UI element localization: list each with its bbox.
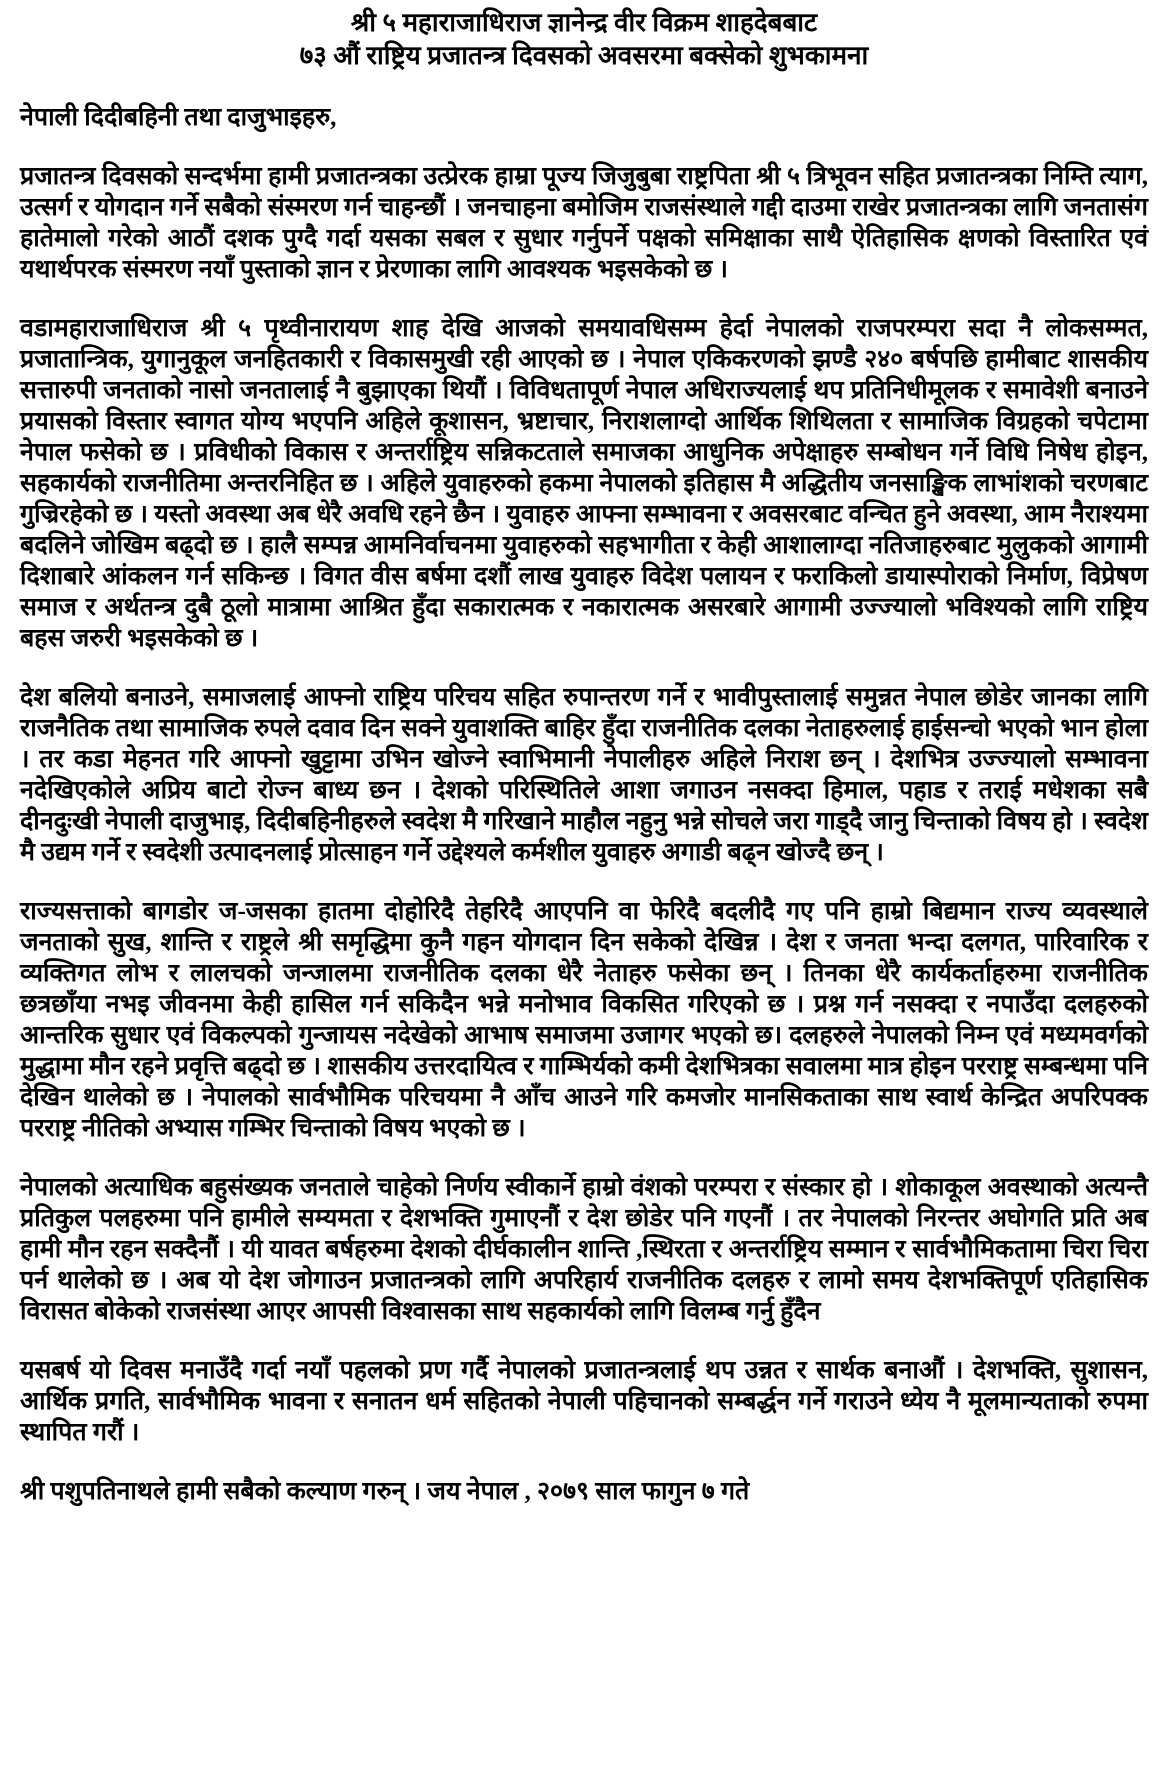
closing-line: श्री पशुपतिनाथले हामी सबैको कल्याण गरुन् । जय नेपाल , २०७९ साल फागुन ७ गते — [20, 1478, 750, 1505]
paragraph-1: प्रजातन्त्र दिवसको सन्दर्भमा हामी प्रजातन्त्रका उत्प्रेरक हाम्रा पूज्य जिजुबुबा राष्ट्रपिता श्री ५ त्रिभूवन सहित प्रजातन्त्रका निम्ति त्याग, उत्सर्ग र योगदान गर्ने सबैको संस्मरण गर्न चाहन्छौं । जनचाहना बमोजिम राजसंस्थाले गद्दी दाउमा राखेर प्रजातन्त्रका लागि जनतासंग हातेमालो गरेको आठौं दशक पुग्दै गर्दा यसका सबल र सुधार गर्नुपर्ने पक्षको समिक्षाका साथै ऐतिहासिक क्षणको विस्तारित एवं यथार्थपरक संस्मरण नयाँ पुस्ताको ज्ञान र प्रेरणाका लागि आवश्यक भइसकेको छ । — [20, 163, 1148, 283]
paragraph-3: देश बलियो बनाउने, समाजलाई आफ्नो राष्ट्रिय परिचय सहित रुपान्तरण गर्ने र भावीपुस्तालाई समुन्नत नेपाल छोडेर जानका लागि राजनैतिक तथा सामाजिक रुपले दवाव दिन सक्ने युवाशक्ति बाहिर हुँदा राजनीतिक दलका नेताहरुलाई हाईसन्चो भएको भान होला । तर कडा मेहनत गरि आफ्नो खुट्टामा उभिन खोज्ने स्वाभिमानी नेपालीहरु अहिले निराश छन् । देशभित्र उज्ज्यालो सम्भावना नदेखिएकोले अप्रिय बाटो रोज्न बाध्य छन । देशको परिस्थितिले आशा जगाउन नसक्दा हिमाल, पहाड र तराई मधेशका सबै दीनदुःखी नेपाली दाजुभाइ, दिदीबहिनीहरुले स्वदेश मै गरिखाने माहौल नहुनु भन्ने सोचले जरा गाड्दै जानु चिन्ताको विषय हो । स्वदेश मै उद्यम गर्ने र स्वदेशी उत्पादनलाई प्रोत्साहन गर्ने उद्देश्यले कर्मशील युवाहरु अगाडी बढ्न खोज्दै छन् । — [20, 684, 1148, 866]
paragraph-5: नेपालको अत्याधिक बहुसंख्यक जनताले चाहेको निर्णय स्वीकार्ने हाम्रो वंशको परम्परा र संस्कार हो । शोकाकूल अवस्थाको अत्यन्तै प्रतिकुल पलहरुमा पनि हामीले सम्यमता र देशभक्ति गुमाएनौं र देश छोडेर पनि गएनौं । तर नेपालको निरन्तर अघोगति प्रति अब हामी मौन रहन सक्दैनौं । यी यावत बर्षहरुमा देशको दीर्घकालीन शान्ति ,स्थिरता र अन्तर्राष्ट्रिय सम्मान र सार्वभौमिकतामा चिरा चिरा पर्न थालेको छ । अब यो देश जोगाउन प्रजातन्त्रको लागि अपरिहार्य राजनीतिक दलहरु र लामो समय देशभक्तिपूर्ण एतिहासिक विरासत बोकेको राजसंस्था आएर आपसी विश्वासका साथ सहकार्यको लागि विलम्ब गर्नु हुँदैन — [20, 1174, 1148, 1325]
document-title — [20, 6, 1148, 72]
title-line-2: ७३ औं राष्ट्रिय प्रजातन्त्र दिवसको अवसरमा बक्सेको शुभकामना — [299, 41, 869, 70]
paragraph-2: वडामहाराजाधिराज श्री ५ पृथ्वीनारायण शाह देखि आजको समयावधिसम्म हेर्दा नेपालको राजपरम्परा सदा नै लोकसम्मत, प्रजातान्त्रिक, युगानुकूल जनहितकारी र विकासमुखी रही आएको छ । नेपाल एकिकरणको झण्डै २४० बर्षपछि हामीबाट शासकीय सत्तारुपी जनताको नासो जनतालाई नै बुझाएका थियौं । विविधतापूर्ण नेपाल अधिराज्यलाई थप प्रतिनिधीमूलक र समावेशी बनाउने प्रयासको विस्तार स्वागत योग्य भएपनि अहिले कूशासन, भ्रष्टाचार, निराशलाग्दो आर्थिक शिथिलता र सामाजिक विग्रहको चपेटामा नेपाल फसेको छ । प्रविधीको विकास र अन्तर्राष्ट्रिय सन्निकटताले समाजका आधुनिक अपेक्षाहरु सम्बोधन गर्ने विधि निषेध होइन, सहकार्यको राजनीतिमा अन्तरनिहित छ । अहिले युवाहरुको हकमा नेपालको इतिहास मै अद्धितीय जनसाङ्खिक लाभांशको चरणबाट गुज्रिरहेको छ । यस्तो अवस्था अब धेरै अवधि रहने छैन । युवाहरु आफ्ना सम्भावना र अवसरबाट वन्चित हुने अवस्था, आम नैराश्यमा बदलिने जोखिम बढ्दो छ । हालै सम्पन्न आमनिर्वाचनमा युवाहरुको सहभागीता र केही आशालाग्दा नतिजाहरुबाट मुलुकको आगामी दिशाबारे आंकलन गर्न सकिन्छ । विगत वीस बर्षमा दशौं लाख युवाहरु विदेश पलायन र फराकिलो डायास्पोराको निर्माण, विप्रेषण समाज र अर्थतन्त्र दुबै ठूलो मात्रामा आश्रित हुँदा सकारात्मक र नकारात्मक असरबारे आगामी उज्ज्यालो भविश्यको लागि राष्ट्रिय बहस जरुरी भइसकेको छ । — [20, 315, 1148, 652]
title-line-1: श्री ५ महाराजाधिराज ज्ञानेन्द्र वीर विक्रम शाहदेबबाट — [350, 8, 818, 37]
paragraph-6: यसबर्ष यो दिवस मनाउँदै गर्दा नयाँ पहलको प्रण गर्दै नेपालको प्रजातन्त्रलाई थप उन्नत र सार्थक बनाऔं । देशभक्ति, सुशासन, आर्थिक प्रगति, सार्वभौमिक भावना र सनातन धर्म सहितको नेपाली पहिचानको सम्बर्द्धन गर्ने गराउने ध्येय नै मूलमान्यताको रुपमा स्थापित गरौं । — [20, 1357, 1148, 1446]
paragraph-4: राज्यसत्ताको बागडोर ज-जसका हातमा दोहोरिदै तेहरिदै आएपनि वा फेरिदै बदलीदै गए पनि हाम्रो बिद्यमान राज्य व्यवस्थाले जनताको सुख, शान्ति र राष्ट्रले श्री समृद्धिमा कुनै गहन योगदान दिन सकेको देखिन्न । देश र जनता भन्दा दलगत, पारिवारिक र व्यक्तिगत लोभ र लालचको जन्जालमा राजनीतिक दलका धेरै नेताहरु फसेका छन् । तिनका धेरै कार्यकर्ताहरुमा राजनीतिक छत्रछाँया नभइ जीवनमा केही हासिल गर्न सकिदैन भन्ने मनोभाव विकसित गरिएको छ । प्रश्न गर्न नसक्दा र नपाउँदा दलहरुको आन्तरिक सुधार एवं विकल्पको गुन्जायस नदेखेको आभाष समाजमा उजागर भएको छ। दलहरुले नेपालको निम्न एवं मध्यमवर्गको मुद्धामा मौन रहने प्रवृत्ति बढ्दो छ । शासकीय उत्तरदायित्व र गाम्भिर्यको कमी देशभित्रका सवालमा मात्र होइन परराष्ट्र सम्बन्धमा पनि देखिन थालेको छ । नेपालको सार्वभौमिक परिचयमा नै आँच आउने गरि कमजोर मानसिकताका साथ स्वार्थ केन्द्रित अपरिपक्क परराष्ट्र नीतिको अभ्यास गम्भिर चिन्ताको विषय भएको छ । — [20, 898, 1148, 1142]
salutation: नेपाली दिदीबहिनी तथा दाजुभाइहरु, — [20, 104, 337, 131]
